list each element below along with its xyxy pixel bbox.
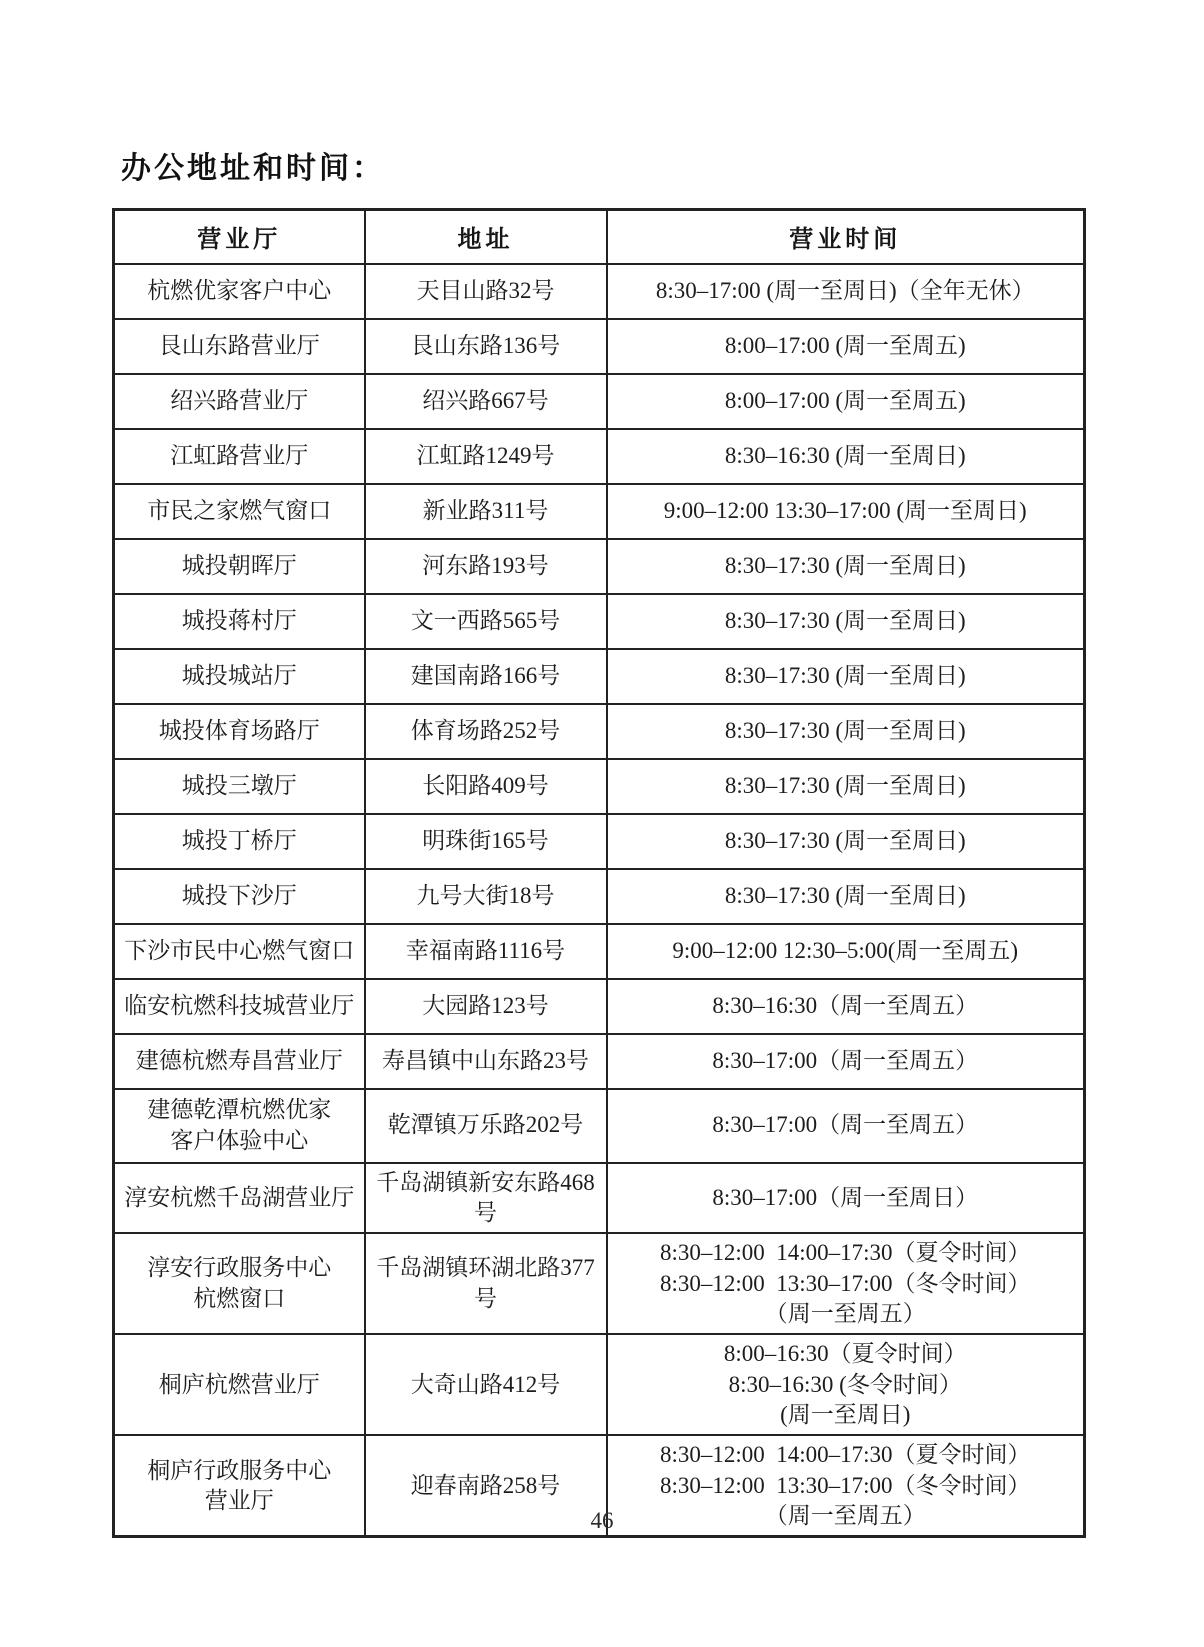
table-row: [114, 484, 1085, 539]
cell-line: 8:30–12:00 13:30–17:00（冬令时间）: [659, 1270, 1031, 1296]
table-row: [114, 1089, 1085, 1163]
hall-name-cell: [114, 1163, 365, 1234]
cell-line: 长阳路409号: [422, 772, 549, 798]
table-row: [114, 264, 1085, 319]
hall-name-cell: [114, 1233, 365, 1334]
cell-line: 幸福南路1116号: [405, 937, 566, 963]
cell-line: 城投下沙厅: [181, 882, 297, 908]
hall-name-cell: [114, 594, 365, 649]
cell-line: 城投朝晖厅: [181, 552, 297, 578]
address-cell: [365, 759, 607, 814]
hours-cell: [607, 484, 1085, 539]
table-row: [114, 1163, 1085, 1234]
cell-line: 8:30–16:30（周一至周五）: [712, 992, 979, 1018]
cell-line: 建国南路166号: [410, 662, 561, 688]
address-cell: [365, 814, 607, 869]
cell-line: (周一至周日): [780, 1402, 911, 1428]
address-cell: [365, 979, 607, 1034]
cell-line: 8:30–17:30 (周一至周日): [724, 607, 966, 633]
cell-line: 新业路311号: [422, 497, 549, 523]
address-cell: [365, 374, 607, 429]
cell-line: 杭燃窗口: [193, 1285, 286, 1311]
cell-line: 乾潭镇万乐路202号: [387, 1112, 584, 1138]
cell-line: 杭燃优家客户中心: [147, 277, 332, 303]
cell-line: 8:30–17:00（周一至周五）: [712, 1047, 979, 1073]
hall-name-cell: [114, 319, 365, 374]
cell-line: 8:30–16:30 (冬令时间）: [728, 1371, 962, 1397]
cell-line: 大奇山路412号: [410, 1371, 561, 1397]
table-row: [114, 429, 1085, 484]
hall-name-cell: [114, 759, 365, 814]
column-header-address: 地址: [365, 210, 607, 264]
hall-name-cell: [114, 869, 365, 924]
cell-line: 迎春南路258号: [410, 1472, 561, 1498]
cell-line: （周一至周五）: [764, 1300, 926, 1326]
cell-line: 艮山东路营业厅: [158, 332, 320, 358]
cell-line: 九号大街18号: [416, 882, 555, 908]
cell-line: 绍兴路667号: [422, 387, 549, 413]
address-cell: [365, 1233, 607, 1334]
table-row: [114, 1334, 1085, 1435]
hours-cell: [607, 1163, 1085, 1234]
cell-line: 江虹路营业厅: [170, 442, 309, 468]
address-cell: [365, 869, 607, 924]
address-cell: [365, 594, 607, 649]
cell-line: 淳安杭燃千岛湖营业厅: [124, 1184, 355, 1210]
hours-cell: [607, 1334, 1085, 1435]
cell-line: 城投蒋村厅: [181, 607, 297, 633]
table-row: [114, 924, 1085, 979]
cell-line: 8:00–17:00 (周一至周五): [724, 332, 966, 358]
hall-name-cell: [114, 814, 365, 869]
cell-line: 天目山路32号: [416, 277, 555, 303]
cell-line: 临安杭燃科技城营业厅: [124, 992, 355, 1018]
table-row: [114, 979, 1085, 1034]
address-cell: [365, 1334, 607, 1435]
table-row: [114, 704, 1085, 759]
cell-line: 建德杭燃寿昌营业厅: [135, 1047, 343, 1073]
cell-line: 8:30–12:00 14:00–17:30（夏令时间）: [659, 1442, 1031, 1468]
hall-name-cell: [114, 484, 365, 539]
cell-line: 8:30–12:00 13:30–17:00（冬令时间）: [659, 1472, 1031, 1498]
hours-cell: [607, 1034, 1085, 1089]
cell-line: 8:00–17:00 (周一至周五): [724, 387, 966, 413]
cell-line: 客户体验中心: [170, 1127, 309, 1153]
address-cell: [365, 1163, 607, 1234]
cell-line: 千岛湖镇环湖北路377号: [376, 1255, 595, 1311]
address-cell: [365, 924, 607, 979]
table-row: [114, 759, 1085, 814]
hours-cell: [607, 814, 1085, 869]
address-cell: [365, 649, 607, 704]
table-row: [114, 649, 1085, 704]
cell-line: 桐庐行政服务中心: [147, 1457, 332, 1483]
hall-name-cell: [114, 1334, 365, 1435]
hall-name-cell: [114, 429, 365, 484]
table-row: [114, 539, 1085, 594]
cell-line: 城投丁桥厅: [181, 827, 297, 853]
address-cell: [365, 319, 607, 374]
cell-line: 绍兴路营业厅: [170, 387, 309, 413]
hall-name-cell: [114, 924, 365, 979]
cell-line: 9:00–12:00 12:30–5:00(周一至周五): [672, 937, 1019, 963]
office-hours-table: [112, 208, 1086, 1538]
hours-cell: [607, 869, 1085, 924]
cell-line: 桐庐杭燃营业厅: [158, 1371, 320, 1397]
address-cell: [365, 1089, 607, 1163]
cell-line: 8:30–17:30 (周一至周日): [724, 552, 966, 578]
cell-line: 8:30–17:00（周一至周五）: [712, 1112, 979, 1138]
address-cell: [365, 264, 607, 319]
address-cell: [365, 1034, 607, 1089]
hours-cell: [607, 1089, 1085, 1163]
cell-line: 江虹路1249号: [416, 442, 555, 468]
cell-line: 8:30–17:30 (周一至周日): [724, 662, 966, 688]
hall-name-cell: [114, 264, 365, 319]
table-header-row: [114, 210, 1085, 264]
hours-cell: [607, 979, 1085, 1034]
page-title: 办公地址和时间：: [121, 152, 385, 185]
hours-cell: [607, 429, 1085, 484]
cell-line: 营业厅: [204, 1487, 274, 1513]
table-row: [114, 1034, 1085, 1089]
hours-cell: [607, 374, 1085, 429]
hall-name-cell: [114, 374, 365, 429]
hours-cell: [607, 1233, 1085, 1334]
hall-name-cell: [114, 539, 365, 594]
hours-cell: [607, 264, 1085, 319]
table-row: [114, 1233, 1085, 1334]
table-row: [114, 374, 1085, 429]
cell-line: 明珠街165号: [422, 827, 549, 853]
cell-line: 建德乾潭杭燃优家: [147, 1097, 332, 1123]
cell-line: 河东路193号: [422, 552, 549, 578]
address-cell: [365, 539, 607, 594]
address-cell: [365, 704, 607, 759]
cell-line: 8:00–16:30（夏令时间）: [723, 1341, 967, 1367]
hall-name-cell: [114, 704, 365, 759]
cell-line: 体育场路252号: [410, 717, 561, 743]
cell-line: 9:00–12:00 13:30–17:00 (周一至周日): [663, 497, 1027, 523]
table-row: [114, 814, 1085, 869]
cell-line: 淳安行政服务中心: [147, 1255, 332, 1281]
cell-line: 艮山东路136号: [410, 332, 561, 358]
cell-line: 8:30–17:30 (周一至周日): [724, 772, 966, 798]
cell-line: 寿昌镇中山东路23号: [382, 1047, 589, 1073]
cell-line: 8:30–17:30 (周一至周日): [724, 827, 966, 853]
hours-cell: [607, 759, 1085, 814]
cell-line: 城投体育场路厅: [158, 717, 320, 743]
cell-line: 8:30–16:30 (周一至周日): [724, 442, 966, 468]
address-cell: [365, 429, 607, 484]
hours-cell: [607, 539, 1085, 594]
table-row: [114, 319, 1085, 374]
cell-line: 文一西路565号: [410, 607, 561, 633]
column-header-hours: 营业时间: [607, 210, 1085, 264]
cell-line: 下沙市民中心燃气窗口: [124, 937, 355, 963]
cell-line: 8:30–17:00（周一至周日）: [712, 1184, 979, 1210]
hours-cell: [607, 704, 1085, 759]
hours-cell: [607, 319, 1085, 374]
cell-line: 8:30–17:00 (周一至周日)（全年无休）: [655, 277, 1035, 303]
cell-line: 城投城站厅: [181, 662, 297, 688]
cell-line: 城投三墩厅: [181, 772, 297, 798]
cell-line: 千岛湖镇新安东路468号: [376, 1169, 595, 1225]
cell-line: 市民之家燃气窗口: [147, 497, 332, 523]
column-header-hall: 营业厅: [114, 210, 365, 264]
hours-cell: [607, 594, 1085, 649]
hall-name-cell: [114, 649, 365, 704]
cell-line: 大园路123号: [422, 992, 549, 1018]
page-number: 46: [590, 1508, 614, 1533]
table-body: [114, 264, 1085, 1537]
address-cell: [365, 484, 607, 539]
hours-cell: [607, 649, 1085, 704]
cell-line: 8:30–17:30 (周一至周日): [724, 882, 966, 908]
cell-line: 8:30–12:00 14:00–17:30（夏令时间）: [659, 1240, 1031, 1266]
hall-name-cell: [114, 1034, 365, 1089]
hours-cell: [607, 924, 1085, 979]
cell-line: 8:30–17:30 (周一至周日): [724, 717, 966, 743]
table-row: [114, 869, 1085, 924]
hall-name-cell: [114, 979, 365, 1034]
hall-name-cell: [114, 1089, 365, 1163]
table-row: [114, 594, 1085, 649]
cell-line: （周一至周五）: [764, 1503, 926, 1529]
